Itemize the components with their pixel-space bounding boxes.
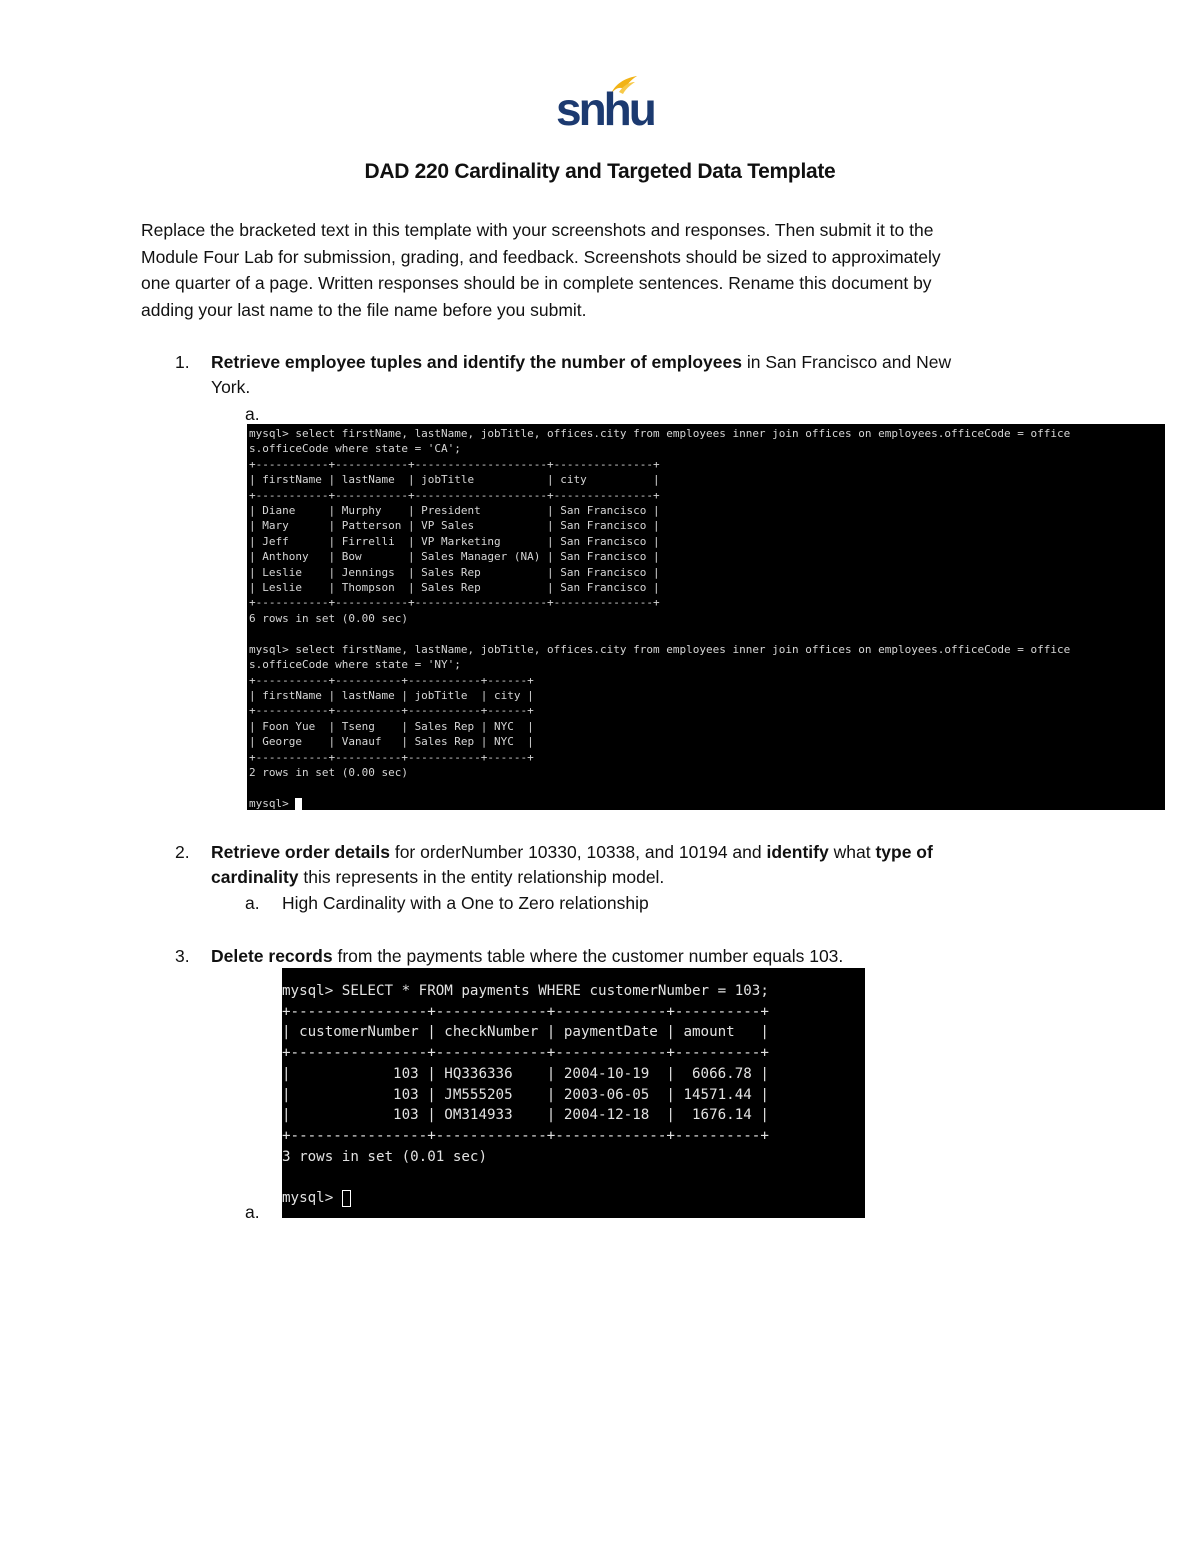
terminal-line: +-----------+----------+-----------+------+ (249, 750, 534, 764)
item-text (211, 840, 1051, 890)
list-item-2 (0, 840, 1200, 900)
item-number: 3. (175, 946, 190, 966)
terminal-line: +-----------+----------+-----------+------+ (249, 673, 534, 687)
terminal-line: | Jeff | Firrelli | VP Marketing | San Francisco | (249, 534, 660, 548)
item-number: 1. (175, 352, 190, 372)
terminal-line: 3 rows in set (0.01 sec) (282, 1148, 487, 1165)
terminal-line: | Leslie | Thompson | Sales Rep | San Francisco | (249, 581, 660, 595)
sub-label: a. (245, 1202, 260, 1222)
terminal-line: 6 rows in set (0.00 sec) (249, 611, 408, 625)
terminal-line: | Foon Yue | Tseng | Sales Rep | NYC | (249, 719, 534, 733)
terminal-line: +----------------+-------------+-------------+----------+ (282, 1003, 769, 1020)
terminal-output (282, 968, 865, 1209)
item-bold: Retrieve employee tuples and identify the number of employees (211, 352, 742, 372)
terminal-line: +-----------+-----------+--------------------+---------------+ (249, 596, 660, 610)
terminal-line: mysql> select firstName, lastName, jobTitle, offices.city from employees inner join offices on employees.officeCode = office (249, 642, 1071, 656)
terminal-line: mysql> select firstName, lastName, jobTitle, offices.city from employees inner join offices on employees.officeCode = office (249, 427, 1071, 440)
intro-line: Module Four Lab for submission, grading, and feedback. Screenshots should be sized to approximately (141, 246, 941, 267)
terminal-line: | firstName | lastName | jobTitle | city | (249, 688, 534, 702)
terminal-line: +-----------+----------+-----------+------+ (249, 704, 534, 718)
item-bold: cardinality (211, 867, 299, 887)
item-rest: from the payments table where the customer number equals 103. (332, 946, 844, 966)
intro-line: adding your last name to the file name before you submit. (141, 299, 587, 320)
terminal-line: +----------------+-------------+-------------+----------+ (282, 1045, 769, 1062)
terminal-line: 2 rows in set (0.00 sec) (249, 765, 408, 779)
item-rest: in San Francisco and New (741, 352, 952, 372)
terminal-screenshot-payments (282, 968, 865, 1218)
intro-line: Replace the bracketed text in this template with your screenshots and responses. Then submit it to the (141, 220, 934, 240)
terminal-line: | Anthony | Bow | Sales Manager (NA) | San Francisco | (249, 550, 660, 564)
sub-label: a. (245, 893, 260, 913)
sub-label: a. (245, 404, 260, 424)
terminal-screenshot-employees (247, 424, 1165, 810)
item-bold: Retrieve order details (211, 842, 390, 862)
terminal-line: | 103 | JM555205 | 2003-06-05 | 14571.44 | (282, 1086, 769, 1103)
item-text (211, 944, 1051, 969)
list-item-1 (0, 350, 1200, 410)
terminal-line: mysql> SELECT * FROM payments WHERE customerNumber = 103; (282, 983, 769, 999)
terminal-output (247, 424, 1165, 810)
terminal-line: | Diane | Murphy | President | San Francisco | (249, 504, 660, 518)
terminal-line: | Mary | Patterson | VP Sales | San Francisco | (249, 519, 660, 533)
terminal-line: mysql> (282, 1190, 342, 1207)
item-rest: what (828, 842, 876, 862)
intro-paragraph (141, 217, 1061, 323)
cursor-icon (295, 798, 302, 810)
terminal-line: s.officeCode where state = 'CA'; (249, 442, 461, 456)
page-title: DAD 220 Cardinality and Targeted Data Template (364, 160, 836, 183)
terminal-line: | Leslie | Jennings | Sales Rep | San Francisco | (249, 565, 660, 579)
cursor-icon (342, 1190, 351, 1207)
answer-text: High Cardinality with a One to Zero relationship (282, 893, 649, 913)
terminal-line: mysql> (249, 796, 296, 810)
terminal-line: | firstName | lastName | jobTitle | city | (249, 473, 660, 487)
terminal-line: s.officeCode where state = 'NY'; (249, 658, 461, 672)
terminal-line: | customerNumber | checkNumber | paymentDate | amount | (282, 1024, 769, 1041)
item-bold: type of (875, 842, 933, 862)
item-rest: for orderNumber 10330, 10338, and 10194 and (389, 842, 767, 862)
item-bold: identify (766, 842, 829, 862)
terminal-line: +----------------+-------------+-------------+----------+ (282, 1127, 769, 1144)
item-rest: this represents in the entity relationship model. (298, 867, 665, 887)
terminal-line: +-----------+-----------+--------------------+---------------+ (249, 457, 660, 471)
item-number: 2. (175, 842, 190, 862)
item-bold: Delete records (211, 946, 333, 966)
terminal-line: | George | Vanauf | Sales Rep | NYC | (249, 735, 534, 749)
intro-line: one quarter of a page. Written responses should be in complete sentences. Rename this document by (141, 273, 932, 293)
item-text (211, 350, 1051, 400)
terminal-line: | 103 | OM314933 | 2004-12-18 | 1676.14 | (282, 1107, 769, 1124)
snhu-logo (553, 72, 654, 135)
logo-wordmark: snhu (556, 83, 654, 135)
terminal-line: | 103 | HQ336336 | 2004-10-19 | 6066.78 | (282, 1065, 769, 1082)
terminal-line: +-----------+-----------+--------------------+---------------+ (249, 488, 660, 502)
item-rest-line2: York. (211, 377, 251, 397)
